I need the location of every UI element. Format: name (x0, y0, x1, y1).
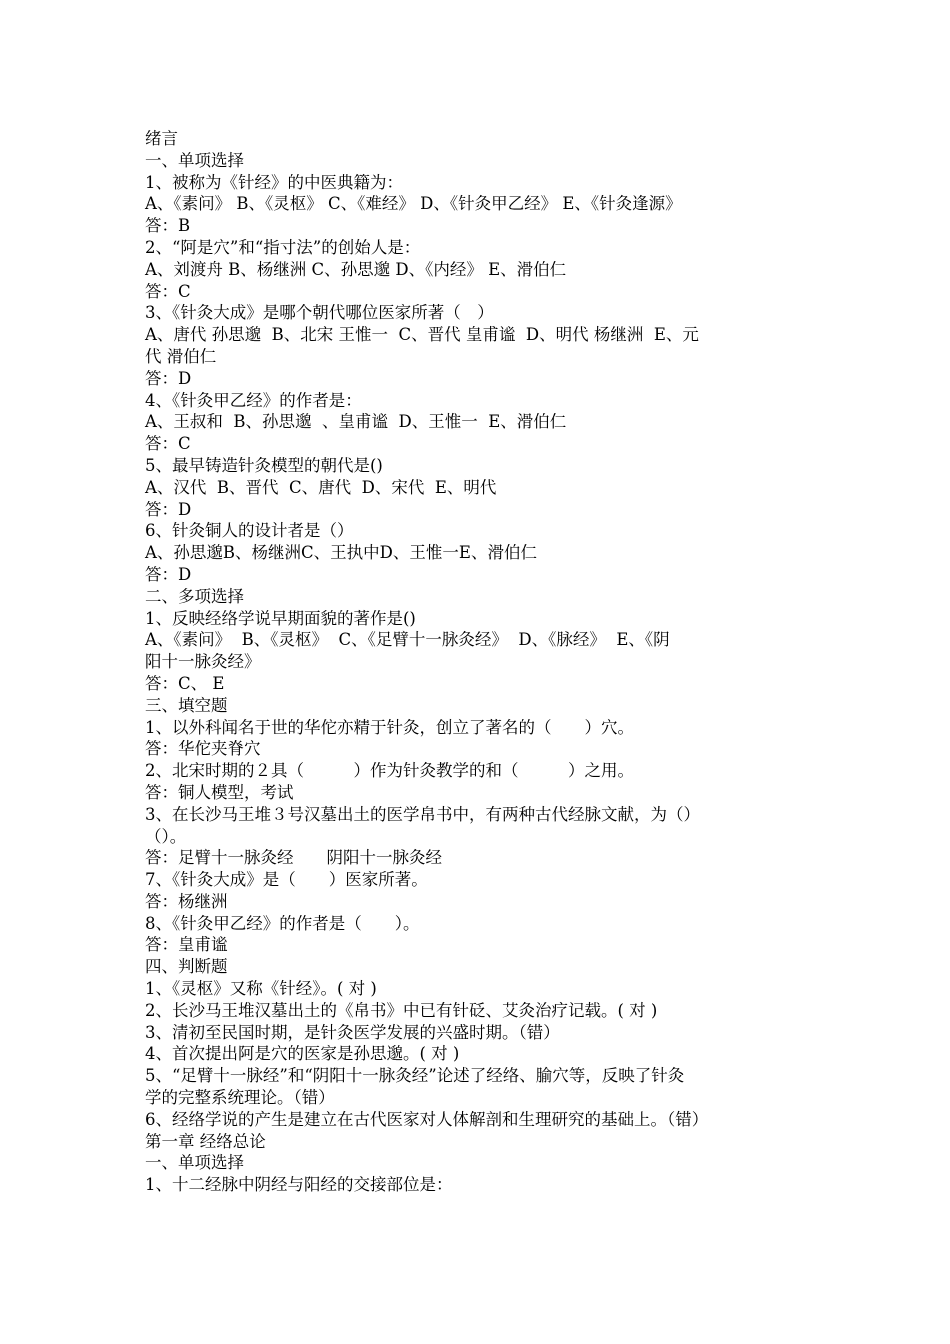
answer-line: 答：华佗夹脊穴 (145, 739, 261, 759)
answer-line: 答：杨继洲 (145, 891, 228, 911)
section-subheading: 一、单项选择 (145, 1153, 244, 1173)
answer-options: A、《素问》 B、《灵枢》 C、《难经》 D、《针灸甲乙经》 E、《针灸逢源》 (145, 194, 682, 214)
answer-line: 答：B (145, 216, 191, 236)
judgment-item: 1、《灵枢》又称《针经》。( 对 ) (145, 979, 377, 999)
section-subheading: 四、判断题 (145, 957, 228, 977)
question-text: 2、“阿是穴”和“指寸法”的创始人是： (145, 237, 421, 257)
judgment-item: 6、经络学说的产生是建立在古代医家对人体解剖和生理研究的基础上。（错） (145, 1109, 709, 1129)
question-text: 7、《针灸大成》是（ ）医家所著。 (145, 870, 428, 890)
question-text: 5、最早铸造针灸模型的朝代是() (145, 455, 383, 475)
question-text: 2、北宋时期的２具（ ）作为针灸教学的和（ ）之用。 (145, 761, 634, 781)
judgment-item-continued: 学的完整系统理论。（错） (145, 1088, 335, 1108)
answer-line: 答：D (145, 499, 192, 519)
section-subheading: 三、填空题 (145, 695, 228, 715)
answer-line: 答：C、 E (145, 673, 225, 693)
question-text: 3、《针灸大成》是哪个朝代哪位医家所著（ ） (145, 303, 494, 323)
answer-options: A、唐代 孙思邈 B、北宋 王惟一 C、晋代 皇甫谧 D、明代 杨继洲 E、元 (145, 325, 699, 345)
section-heading: 绪言 (145, 129, 178, 148)
answer-line: 答：足臂十一脉灸经 阴阳十一脉灸经 (145, 848, 442, 868)
answer-options-continued: 代 滑伯仁 (145, 346, 217, 366)
answer-line: 答：C (145, 434, 191, 454)
answer-options: A、王叔和 B、孙思邈 、皇甫谧 D、王惟一 E、滑伯仁 (145, 412, 567, 432)
judgment-item: 3、清初至民国时期，是针灸医学发展的兴盛时期。（错） (145, 1022, 560, 1042)
judgment-item: 2、长沙马王堆汉墓出土的《帛书》中已有针砭、艾灸治疗记载。( 对 ) (145, 1000, 658, 1020)
question-text: 4、《针灸甲乙经》的作者是： (145, 390, 362, 410)
section-subheading: 二、多项选择 (145, 586, 244, 606)
question-text: 1、反映经络学说早期面貌的著作是() (145, 608, 416, 628)
answer-line: 答：D (145, 368, 192, 388)
section-subheading: 一、单项选择 (145, 150, 244, 170)
question-text: 1、被称为《针经》的中医典籍为： (145, 172, 403, 192)
answer-options: A、刘渡舟 B、杨继洲 C、孙思邈 D、《内经》 E、滑伯仁 (145, 259, 567, 279)
question-text: 8、《针灸甲乙经》的作者是（ ）。 (145, 913, 420, 933)
answer-options: A、汉代 B、晋代 C、唐代 D、宋代 E、明代 (145, 477, 497, 497)
answer-line: 答：C (145, 281, 191, 301)
answer-options-continued: 阳十一脉灸经》 (145, 652, 261, 672)
question-text-continued: （）。 (145, 826, 187, 846)
judgment-item: 5、“足臂十一脉经”和“阴阳十一脉灸经”论述了经络、腧穴等，反映了针灸 (145, 1066, 685, 1086)
question-text: 3、在长沙马王堆３号汉墓出土的医学帛书中，有两种古代经脉文献，为（） (145, 804, 700, 824)
answer-line: 答：铜人模型，考试 (145, 782, 294, 802)
answer-line: 答：皇甫谧 (145, 935, 228, 955)
question-text: 6、针灸铜人的设计者是（） (145, 521, 354, 541)
question-text: 1、十二经脉中阴经与阳经的交接部位是： (145, 1175, 453, 1195)
answer-line: 答：D (145, 564, 192, 584)
answer-options: A、孙思邈B、杨继洲C、王执中D、王惟一E、滑伯仁 (145, 543, 537, 563)
question-text: 1、以外科闻名于世的华佗亦精于针灸，创立了著名的（ ）穴。 (145, 717, 634, 737)
judgment-item: 4、首次提出阿是穴的医家是孙思邈。( 对 ) (145, 1044, 460, 1064)
answer-options: A、《素问》 B、《灵枢》 C、《足臂十一脉灸经》 D、《脉经》 E、《阴 (145, 630, 670, 650)
chapter-heading: 第一章 经络总论 (145, 1131, 266, 1151)
document-page (145, 128, 810, 1196)
